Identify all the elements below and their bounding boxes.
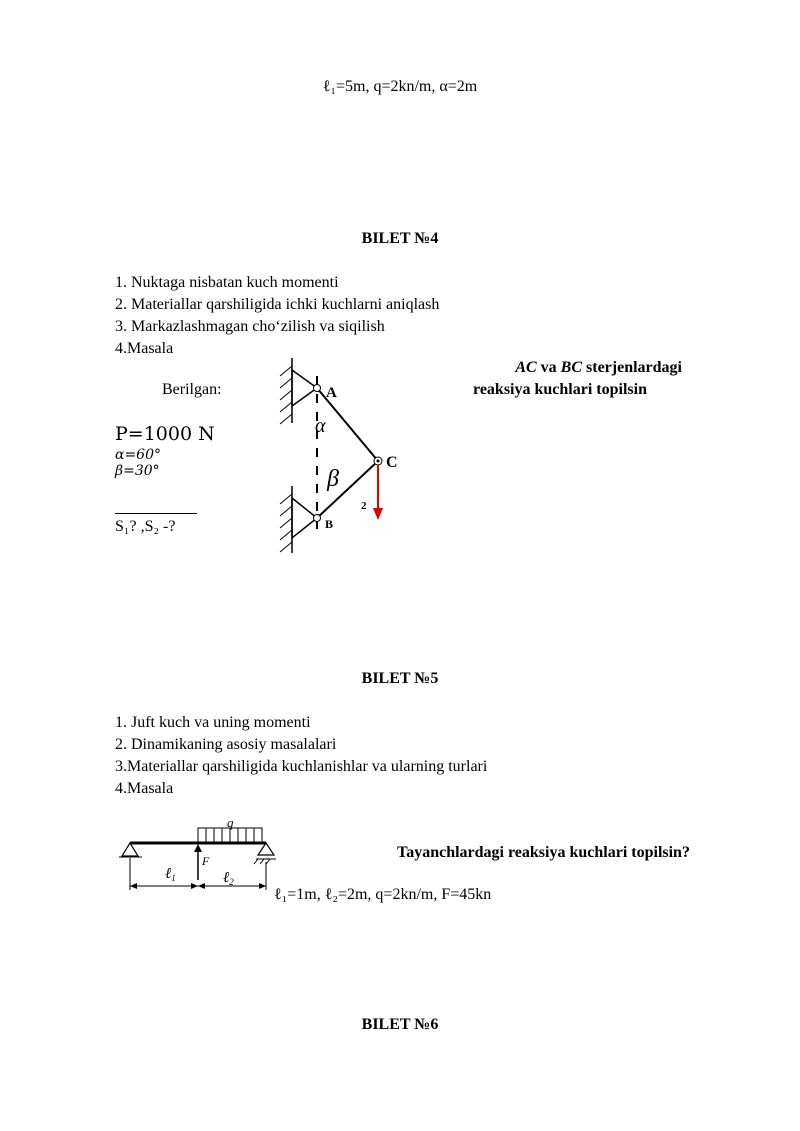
alpha-label: α: [315, 415, 326, 437]
question-4: 4.Masala: [115, 340, 174, 357]
bilet-4-questions: [115, 272, 439, 360]
question-3: 3. Markazlashmagan cho‘zilish va siqilish: [115, 318, 385, 335]
l2-label: ℓ$_2$: [223, 870, 234, 887]
previous-given-line: ℓ₁=5m, q=2kn/m, α=2m: [322, 78, 478, 95]
given-beta: β=30°: [115, 463, 160, 479]
force-f-label: F: [202, 854, 210, 868]
beam-diagram: [118, 810, 278, 896]
question-2: 2. Dinamikaning asosiy masalalari: [115, 736, 337, 753]
bilet-6-title: BILET №6: [361, 1016, 439, 1033]
question-3: 3.Materiallar qarshiligida kuchlanishlar va ularning turlari: [115, 758, 488, 775]
l1-label: ℓ$_1$: [165, 866, 176, 883]
rod-2-label: 2: [361, 500, 367, 512]
task-va: va: [536, 359, 561, 376]
given-label: Berilgan:: [162, 381, 222, 398]
given-values: ℓ₁=1m, ℓ₂=2m, q=2kn/m, F=45kn: [274, 886, 492, 903]
bracket-diagram: [275, 348, 415, 568]
task-line-1: [470, 359, 682, 377]
rod-bc: BC: [560, 359, 583, 376]
q-label: q: [227, 815, 234, 830]
given-divider: [115, 513, 197, 514]
task-sterjen: sterjenlardagi: [582, 359, 682, 376]
bilet-5-questions: [115, 712, 487, 800]
task-reactions: Tayanchlardagi reaksiya kuchlari topilsin?: [397, 844, 690, 861]
beta-label: β: [327, 466, 339, 492]
point-c-label: C: [386, 454, 398, 471]
given-alpha: α=60°: [115, 447, 161, 463]
question-2: 2. Materiallar qarshiligida ichki kuchlarni aniqlash: [115, 296, 440, 313]
bilet-5-title: BILET №5: [361, 670, 439, 687]
bilet-4-title: BILET №4: [361, 230, 439, 247]
given-force: P=1000 N: [115, 423, 215, 445]
question-1: 1. Nuktaga nisbatan kuch momenti: [115, 274, 339, 291]
point-b-label: B: [325, 517, 334, 531]
find-unknowns: S₁? ,S₂ -?: [115, 518, 176, 535]
rod-ac: AC: [515, 359, 537, 376]
point-a-label: A: [326, 385, 337, 401]
question-1: 1. Juft kuch va uning momenti: [115, 714, 311, 731]
question-4: 4.Masala: [115, 780, 174, 797]
task-line-2: reaksiya kuchlari topilsin: [473, 381, 647, 398]
